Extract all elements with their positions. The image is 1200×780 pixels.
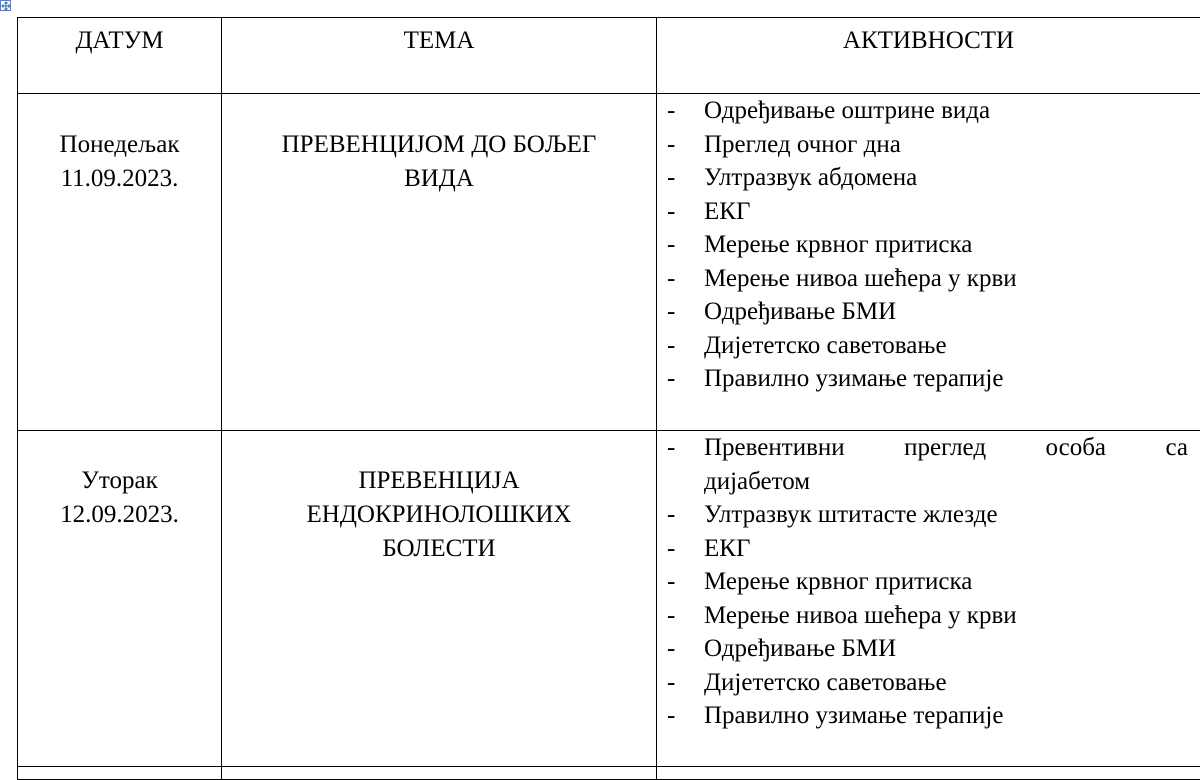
list-item: - Мерење нивоа шећера у крви: [657, 262, 1200, 296]
list-item: - Дијететско саветовање: [657, 666, 1200, 700]
topic-cell: [222, 431, 657, 767]
list-item: - Правилно узимање терапије: [657, 699, 1200, 733]
table-row: [18, 94, 1200, 431]
list-item: - Ултразвук штитасте жлезде: [657, 498, 1200, 532]
list-item: - Мерење крвног притиска: [657, 228, 1200, 262]
table-header-row: [18, 18, 1200, 94]
list-item: - Ултразвук абдомена: [657, 161, 1200, 195]
header-activities: АКТИВНОСТИ: [657, 18, 1200, 94]
empty-cell: [18, 767, 222, 780]
date-cell: [18, 94, 222, 431]
day-name: Уторак: [18, 464, 221, 498]
activities-list: [657, 94, 1200, 396]
table-row: [18, 431, 1200, 767]
topic-text: ПРЕВЕНЦИЈОМ ДО БОЉЕГ ВИДА: [222, 128, 656, 196]
list-item: - Одређивање БМИ: [657, 295, 1200, 329]
date-value: 12.09.2023.: [18, 498, 221, 532]
list-item: - Преглед очног дна: [657, 128, 1200, 162]
list-item: - ЕКГ: [657, 195, 1200, 229]
table-row-next: [18, 767, 1200, 780]
list-item: - ЕКГ: [657, 532, 1200, 566]
list-item: - Превентивни преглед особа са дијабетом: [657, 431, 1200, 498]
list-item: - Мерење крвног притиска: [657, 565, 1200, 599]
activities-cell: [657, 431, 1200, 767]
date-value: 11.09.2023.: [18, 162, 221, 196]
empty-cell: [222, 767, 657, 780]
header-topic: ТЕМА: [222, 18, 657, 94]
list-item: - Правилно узимање терапије: [657, 362, 1200, 396]
date-cell: [18, 431, 222, 767]
list-item: - Мерење нивоа шећера у крви: [657, 599, 1200, 633]
table-move-handle-icon[interactable]: [0, 0, 11, 11]
day-name: Понедељак: [18, 128, 221, 162]
activities-list: [657, 431, 1200, 733]
list-item: - Дијететско саветовање: [657, 329, 1200, 363]
activities-cell: [657, 94, 1200, 431]
empty-cell: [657, 767, 1200, 780]
topic-cell: [222, 94, 657, 431]
list-item: - Одређивање оштрине вида: [657, 94, 1200, 128]
list-item: - Одређивање БМИ: [657, 632, 1200, 666]
topic-text: ПРЕВЕНЦИЈА ЕНДОКРИНОЛОШКИХ БОЛЕСТИ: [222, 464, 656, 566]
header-date: ДАТУМ: [18, 18, 222, 94]
schedule-table: [17, 17, 1200, 780]
move-arrows-icon: [1, 1, 12, 12]
